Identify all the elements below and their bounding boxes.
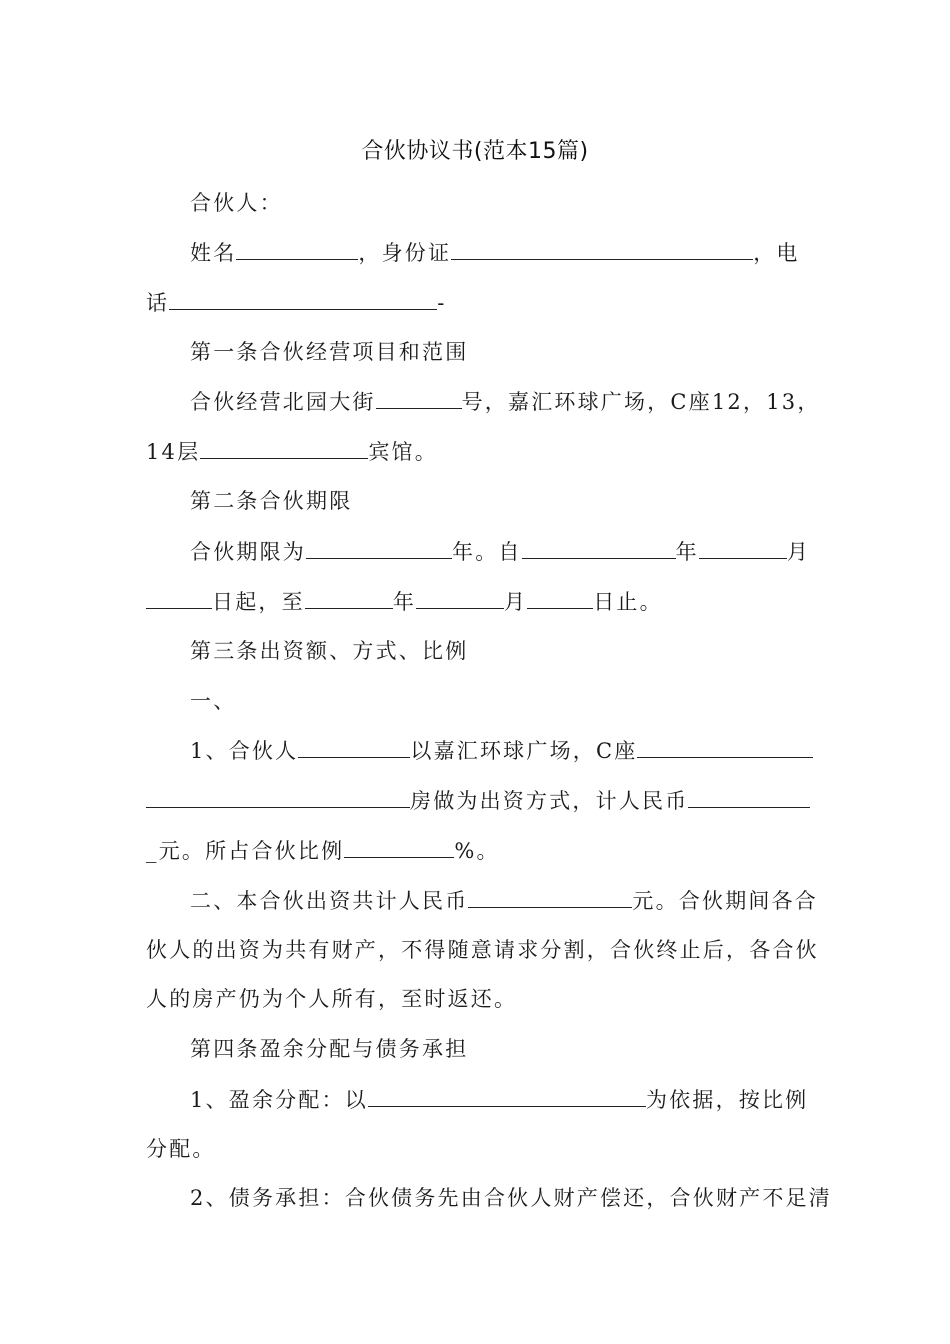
id-blank bbox=[451, 237, 753, 260]
start-month-unit: 月 bbox=[786, 540, 811, 564]
street-number-blank bbox=[376, 386, 462, 409]
end-month-blank bbox=[416, 586, 504, 609]
profit-text: 1、盈余分配：以 bbox=[190, 1088, 368, 1112]
article4-heading: 第四条盈余分配与债务承担 bbox=[190, 1037, 469, 1061]
contribution-amount-blank bbox=[688, 785, 810, 808]
item1-contribution-text: 房做为出资方式，计人民币 bbox=[410, 789, 689, 813]
section-two-line1 bbox=[190, 885, 819, 916]
total-contribution-text-b: 元。合伙期间各合 bbox=[632, 889, 819, 913]
article1-heading: 第一条合伙经营项目和范围 bbox=[190, 340, 469, 364]
item1-line2 bbox=[146, 785, 806, 816]
item1-ratio-text: _元。所占合伙比例 bbox=[146, 839, 345, 863]
phone-label-end: 话 bbox=[146, 291, 170, 315]
term-years-blank bbox=[306, 536, 452, 559]
name-label: 姓名 bbox=[190, 241, 237, 265]
item1-percent-text: %。 bbox=[454, 839, 500, 863]
article2-paragraph-line1 bbox=[190, 536, 811, 567]
section-two-line3: 人的房产仍为个人所有，至时返还。 bbox=[146, 987, 518, 1011]
total-contribution-text: 二、本合伙出资共计人民币 bbox=[190, 889, 469, 913]
name-blank bbox=[236, 237, 358, 260]
term-from-text: 年。自 bbox=[452, 540, 522, 564]
partner-label: 合伙人： bbox=[190, 191, 283, 215]
profit-line2: 分配。 bbox=[146, 1137, 216, 1161]
start-year-unit: 年 bbox=[675, 540, 699, 564]
hotel-name-blank bbox=[200, 436, 368, 459]
section-one-heading: 一、 bbox=[190, 689, 237, 713]
profit-basis-blank bbox=[368, 1084, 646, 1107]
end-year-blank bbox=[305, 586, 393, 609]
partner-name-blank bbox=[298, 735, 410, 758]
phone-blank bbox=[169, 287, 437, 310]
item1-partner-text: 1、合伙人 bbox=[190, 739, 299, 763]
phone-label-start: ，电 bbox=[753, 241, 800, 265]
debt-line1: 2、债务承担：合伙债务先由合伙人财产偿还，合伙财产不足清 bbox=[190, 1186, 832, 1210]
term-text: 合伙期限为 bbox=[190, 540, 306, 564]
phone-line bbox=[146, 287, 806, 318]
end-day-blank bbox=[527, 586, 593, 609]
end-day-text: 日止。 bbox=[593, 590, 663, 614]
article2-heading: 第二条合伙期限 bbox=[190, 489, 353, 513]
total-amount-blank bbox=[468, 885, 632, 908]
profit-line1 bbox=[190, 1084, 809, 1115]
article1-hotel-text: 宾馆。 bbox=[368, 440, 438, 464]
article1-floor-text: 14层 bbox=[146, 440, 201, 464]
room-number-blank bbox=[637, 735, 813, 758]
phone-dash: - bbox=[437, 291, 447, 315]
article1-text-a: 合伙经营北园大街 bbox=[190, 390, 376, 414]
article2-paragraph-line2 bbox=[146, 586, 806, 617]
start-day-blank bbox=[146, 586, 212, 609]
end-month-unit: 月 bbox=[504, 590, 528, 614]
ratio-blank bbox=[344, 835, 454, 858]
name-id-phone-line bbox=[190, 237, 806, 268]
start-year-blank bbox=[522, 536, 676, 559]
item1-line1 bbox=[190, 735, 806, 766]
article1-text-b: 号，嘉汇环球广场，C座12，13， bbox=[461, 390, 821, 414]
start-month-blank bbox=[699, 536, 787, 559]
document-title: 合伙协议书(范本15篇) bbox=[361, 139, 589, 164]
article3-heading: 第三条出资额、方式、比例 bbox=[190, 639, 469, 663]
item1-line3 bbox=[146, 835, 806, 866]
article1-paragraph-line1 bbox=[190, 386, 821, 417]
end-year-unit: 年 bbox=[392, 590, 417, 614]
article1-paragraph-line2 bbox=[146, 436, 806, 467]
end-from-text: 日起，至 bbox=[212, 590, 305, 614]
item1-plaza-text: 以嘉汇环球广场，C座 bbox=[410, 739, 638, 763]
room-number-blank-cont bbox=[146, 785, 410, 808]
profit-ratio-text: 为依据，按比例 bbox=[645, 1088, 809, 1112]
id-label: ，身份证 bbox=[358, 241, 452, 265]
section-two-line2: 伙人的出资为共有财产，不得随意请求分割，合伙终止后，各合伙 bbox=[146, 938, 819, 962]
